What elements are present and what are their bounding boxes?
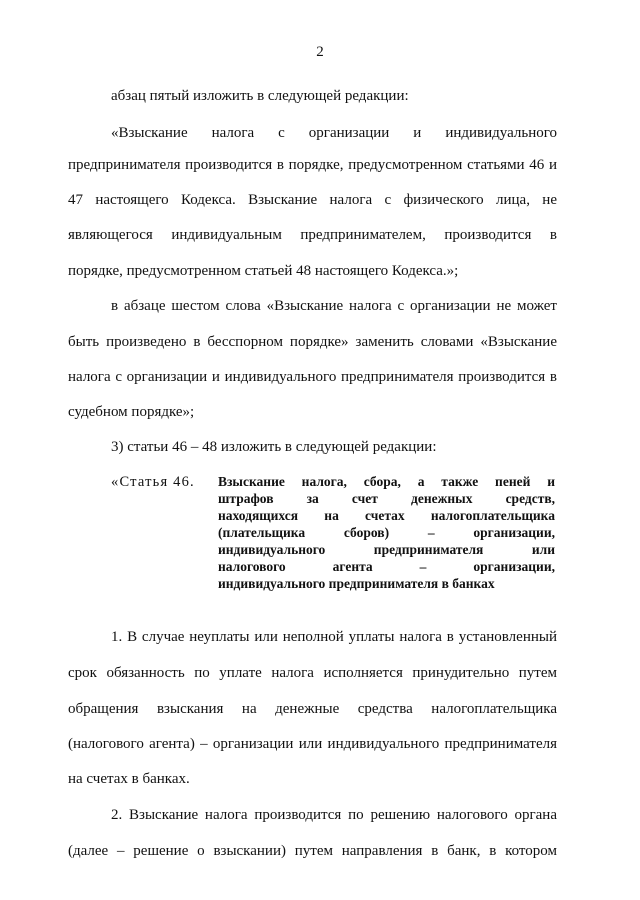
point-2-line-2: (далее – решение о взыскании) путем направления в банк, в котором <box>68 843 557 859</box>
article-title-line-2: штрафов за счет денежных средств, <box>218 491 555 506</box>
article-title-line-7: индивидуального предпринимателя в банках <box>218 576 495 591</box>
point-1-line-1: 1. В случае неуплаты или неполной уплаты налога в установленный <box>111 629 557 645</box>
paragraph-1-line-1: абзац пятый изложить в следующей редакции: <box>111 88 409 104</box>
point-1-line-2: срок обязанность по уплате налога исполняется принудительно путем <box>68 665 557 681</box>
paragraph-3-line-2: быть произведено в бесспорном порядке» заменить словами «Взыскание <box>68 334 557 350</box>
paragraph-3-line-1: в абзаце шестом слова «Взыскание налога с организации не может <box>111 298 557 314</box>
point-1-line-3: обращения взыскания на денежные средства налогоплательщика <box>68 701 557 717</box>
paragraph-2-line-1: «Взыскание налога с организации и индивидуального <box>111 125 557 141</box>
article-label: «Статья 46. <box>111 474 195 490</box>
paragraph-3-line-3: налога с организации и индивидуального предпринимателя производится в <box>68 369 557 385</box>
paragraph-2-line-3: 47 настоящего Кодекса. Взыскание налога с физического лица, не <box>68 192 557 208</box>
paragraph-4-line-1: 3) статьи 46 – 48 изложить в следующей редакции: <box>111 439 437 455</box>
article-title-line-1: Взыскание налога, сбора, а также пеней и <box>218 474 555 489</box>
page-number: 2 <box>316 44 324 60</box>
paragraph-2-line-5: порядке, предусмотренном статьей 48 настоящего Кодекса.»; <box>68 263 459 279</box>
paragraph-3-line-4: судебном порядке»; <box>68 404 195 420</box>
article-title-line-5: индивидуального предпринимателя или <box>218 542 555 557</box>
point-1-line-4: (налогового агента) – организации или индивидуального предпринимателя <box>68 736 557 752</box>
point-2-line-1: 2. Взыскание налога производится по решению налогового органа <box>111 807 557 823</box>
paragraph-2-line-4: являющегося индивидуальным предпринимателем, производится в <box>68 227 557 243</box>
article-title-line-3: находящихся на счетах налогоплательщика <box>218 508 555 523</box>
article-title-line-4: (плательщика сборов) – организации, <box>218 525 555 540</box>
point-1-line-5: на счетах в банках. <box>68 771 190 787</box>
article-title-line-6: налогового агента – организации, <box>218 559 555 574</box>
paragraph-2-line-2: предпринимателя производится в порядке, предусмотренном статьями 46 и <box>68 157 557 173</box>
